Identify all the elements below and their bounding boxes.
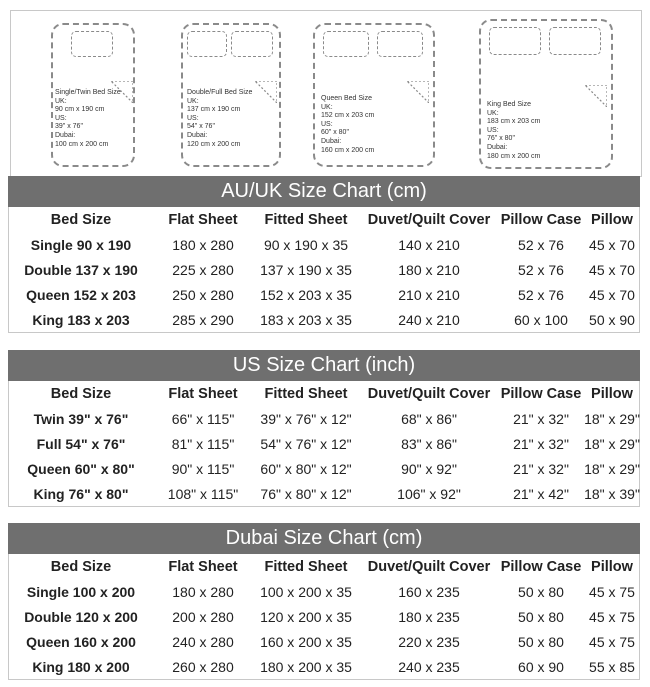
table-cell: 120 x 200 x 35 bbox=[260, 608, 352, 625]
bed-diagram-label: Single/Twin Bed Size UK: 90 cm x 190 cm US: 39" x 76" Dubai: 100 cm x 200 cm bbox=[55, 89, 121, 148]
pillow-shape bbox=[489, 27, 541, 55]
table-cell: 106" x 92" bbox=[397, 485, 461, 502]
bed-diagram-label: Queen Bed Size UK: 152 cm x 203 cm US: 60" x 80" Dubai: 160 cm x 200 cm bbox=[321, 95, 375, 154]
table-cell: 180 x 200 x 35 bbox=[260, 658, 352, 675]
table-cell: 45 x 70 bbox=[589, 236, 635, 253]
row-bed-size: King 183 x 203 bbox=[32, 311, 130, 328]
table-row bbox=[9, 257, 641, 282]
table-cell: 152 x 203 x 35 bbox=[260, 286, 352, 303]
table-cell: 90" x 115" bbox=[171, 460, 235, 477]
table-cell: 50 x 80 bbox=[518, 608, 564, 625]
table-cell: 180 x 280 bbox=[172, 236, 234, 253]
column-header: Duvet/Quilt Cover bbox=[367, 385, 491, 402]
column-header: Fitted Sheet bbox=[264, 558, 348, 575]
row-bed-size: King 180 x 200 bbox=[32, 658, 130, 675]
table-cell: 60 x 90 bbox=[518, 658, 564, 675]
table-row bbox=[9, 629, 641, 654]
table-cell: 18" x 29" bbox=[584, 410, 640, 427]
table-cell: 39" x 76" x 12" bbox=[260, 410, 352, 427]
table-cell: 50 x 80 bbox=[518, 633, 564, 650]
table-cell: 240 x 210 bbox=[398, 311, 460, 328]
chart-body bbox=[8, 207, 640, 333]
table-cell: 250 x 280 bbox=[172, 286, 234, 303]
table-cell: 160 x 200 x 35 bbox=[260, 633, 352, 650]
table-cell: 100 x 200 x 35 bbox=[260, 583, 352, 600]
pillow-shape bbox=[231, 31, 273, 57]
column-header: Bed Size bbox=[50, 558, 112, 575]
table-cell: 108" x 115" bbox=[167, 485, 239, 502]
column-header: Pillow bbox=[591, 385, 633, 402]
table-cell: 137 x 190 x 35 bbox=[260, 261, 352, 278]
table-cell: 52 x 76 bbox=[518, 261, 564, 278]
chart-title: AU/UK Size Chart (cm) bbox=[8, 176, 640, 207]
table-cell: 52 x 76 bbox=[518, 286, 564, 303]
chart-title: Dubai Size Chart (cm) bbox=[8, 523, 640, 554]
column-header: Fitted Sheet bbox=[264, 211, 348, 228]
row-bed-size: Single 100 x 200 bbox=[26, 583, 136, 600]
table-cell: 54" x 76" x 12" bbox=[260, 435, 352, 452]
table-row bbox=[9, 406, 641, 431]
column-header: Flat Sheet bbox=[168, 558, 238, 575]
table-cell: 21" x 32" bbox=[513, 435, 569, 452]
table-row bbox=[9, 282, 641, 307]
table-cell: 60 x 100 bbox=[514, 311, 568, 328]
table-row bbox=[9, 431, 641, 456]
table-cell: 52 x 76 bbox=[518, 236, 564, 253]
table-cell: 180 x 280 bbox=[172, 583, 234, 600]
table-cell: 76" x 80" x 12" bbox=[260, 485, 352, 502]
corner-fold-icon bbox=[407, 81, 429, 103]
au-uk-size-chart bbox=[8, 176, 640, 333]
row-bed-size: Queen 60" x 80" bbox=[27, 460, 135, 477]
pillow-shape bbox=[549, 27, 601, 55]
table-cell: 90 x 190 x 35 bbox=[263, 236, 349, 253]
table-cell: 81" x 115" bbox=[171, 435, 235, 452]
table-cell: 55 x 85 bbox=[589, 658, 635, 675]
bed-diagram-single bbox=[51, 23, 135, 167]
table-cell: 50 x 80 bbox=[518, 583, 564, 600]
table-cell: 45 x 75 bbox=[589, 583, 635, 600]
column-header: Bed Size bbox=[50, 211, 112, 228]
table-cell: 180 x 235 bbox=[398, 608, 460, 625]
table-cell: 200 x 280 bbox=[172, 608, 234, 625]
table-row bbox=[9, 604, 641, 629]
row-bed-size: Full 54" x 76" bbox=[36, 435, 126, 452]
table-cell: 45 x 70 bbox=[589, 261, 635, 278]
row-bed-size: Queen 152 x 203 bbox=[26, 286, 136, 303]
table-cell: 225 x 280 bbox=[172, 261, 234, 278]
pillow-shape bbox=[187, 31, 227, 57]
pillow-shape bbox=[71, 31, 113, 57]
column-header: Fitted Sheet bbox=[264, 385, 348, 402]
pillow-shape bbox=[377, 31, 423, 57]
header-row bbox=[9, 381, 641, 406]
row-bed-size: Queen 160 x 200 bbox=[26, 633, 136, 650]
row-bed-size: Twin 39" x 76" bbox=[33, 410, 129, 427]
row-bed-size: Double 137 x 190 bbox=[24, 261, 138, 278]
column-header: Flat Sheet bbox=[168, 211, 238, 228]
table-cell: 140 x 210 bbox=[398, 236, 460, 253]
column-header: Duvet/Quilt Cover bbox=[367, 211, 491, 228]
table-cell: 285 x 290 bbox=[172, 311, 234, 328]
table-cell: 260 x 280 bbox=[172, 658, 234, 675]
table-row bbox=[9, 232, 641, 257]
table-cell: 18" x 39" bbox=[584, 485, 640, 502]
chart-title: US Size Chart (inch) bbox=[8, 350, 640, 381]
column-header: Pillow bbox=[591, 558, 633, 575]
row-bed-size: Single 90 x 190 bbox=[30, 236, 132, 253]
column-header: Duvet/Quilt Cover bbox=[367, 558, 491, 575]
corner-fold-icon bbox=[585, 85, 607, 107]
size-table bbox=[9, 207, 641, 332]
pillow-shape bbox=[323, 31, 369, 57]
corner-fold-icon bbox=[255, 81, 277, 103]
table-cell: 45 x 75 bbox=[589, 608, 635, 625]
size-table bbox=[9, 554, 641, 679]
table-cell: 220 x 235 bbox=[398, 633, 460, 650]
size-table bbox=[9, 381, 641, 506]
column-header: Pillow Case bbox=[500, 558, 582, 575]
bed-diagram-band bbox=[10, 10, 642, 177]
table-cell: 66" x 115" bbox=[171, 410, 235, 427]
table-cell: 180 x 210 bbox=[398, 261, 460, 278]
table-row bbox=[9, 481, 641, 506]
column-header: Pillow bbox=[591, 211, 633, 228]
corner-fold-icon bbox=[111, 81, 133, 103]
bed-diagram-label: Double/Full Bed Size UK: 137 cm x 190 cm US: 54" x 76" Dubai: 120 cm x 200 cm bbox=[187, 89, 253, 148]
table-cell: 60" x 80" x 12" bbox=[260, 460, 352, 477]
table-cell: 90" x 92" bbox=[401, 460, 457, 477]
header-row bbox=[9, 207, 641, 232]
bed-diagram-label: King Bed Size UK: 183 cm x 203 cm US: 76" x 80" Dubai: 180 cm x 200 cm bbox=[487, 101, 541, 160]
row-bed-size: Double 120 x 200 bbox=[24, 608, 138, 625]
table-cell: 183 x 203 x 35 bbox=[260, 311, 352, 328]
dubai-size-chart bbox=[8, 523, 640, 680]
table-cell: 45 x 70 bbox=[589, 286, 635, 303]
table-cell: 21" x 42" bbox=[513, 485, 569, 502]
column-header: Flat Sheet bbox=[168, 385, 238, 402]
us-size-chart bbox=[8, 350, 640, 507]
bed-diagram-double bbox=[181, 23, 281, 167]
table-row bbox=[9, 307, 641, 332]
column-header: Pillow Case bbox=[500, 211, 582, 228]
table-row bbox=[9, 579, 641, 604]
bed-diagram-queen bbox=[313, 23, 435, 167]
table-row bbox=[9, 456, 641, 481]
header-row bbox=[9, 554, 641, 579]
table-cell: 50 x 90 bbox=[589, 311, 635, 328]
chart-body bbox=[8, 554, 640, 680]
bed-diagram-king bbox=[479, 19, 613, 169]
table-cell: 21" x 32" bbox=[513, 460, 569, 477]
row-bed-size: King 76" x 80" bbox=[33, 485, 129, 502]
table-row bbox=[9, 654, 641, 679]
table-cell: 240 x 280 bbox=[172, 633, 234, 650]
column-header: Bed Size bbox=[50, 385, 112, 402]
table-cell: 45 x 75 bbox=[589, 633, 635, 650]
table-cell: 68" x 86" bbox=[401, 410, 457, 427]
column-header: Pillow Case bbox=[500, 385, 582, 402]
table-cell: 240 x 235 bbox=[398, 658, 460, 675]
table-cell: 18" x 29" bbox=[584, 460, 640, 477]
chart-body bbox=[8, 381, 640, 507]
table-cell: 83" x 86" bbox=[401, 435, 457, 452]
table-cell: 21" x 32" bbox=[513, 410, 569, 427]
table-cell: 160 x 235 bbox=[398, 583, 460, 600]
table-cell: 18" x 29" bbox=[584, 435, 640, 452]
table-cell: 210 x 210 bbox=[398, 286, 460, 303]
